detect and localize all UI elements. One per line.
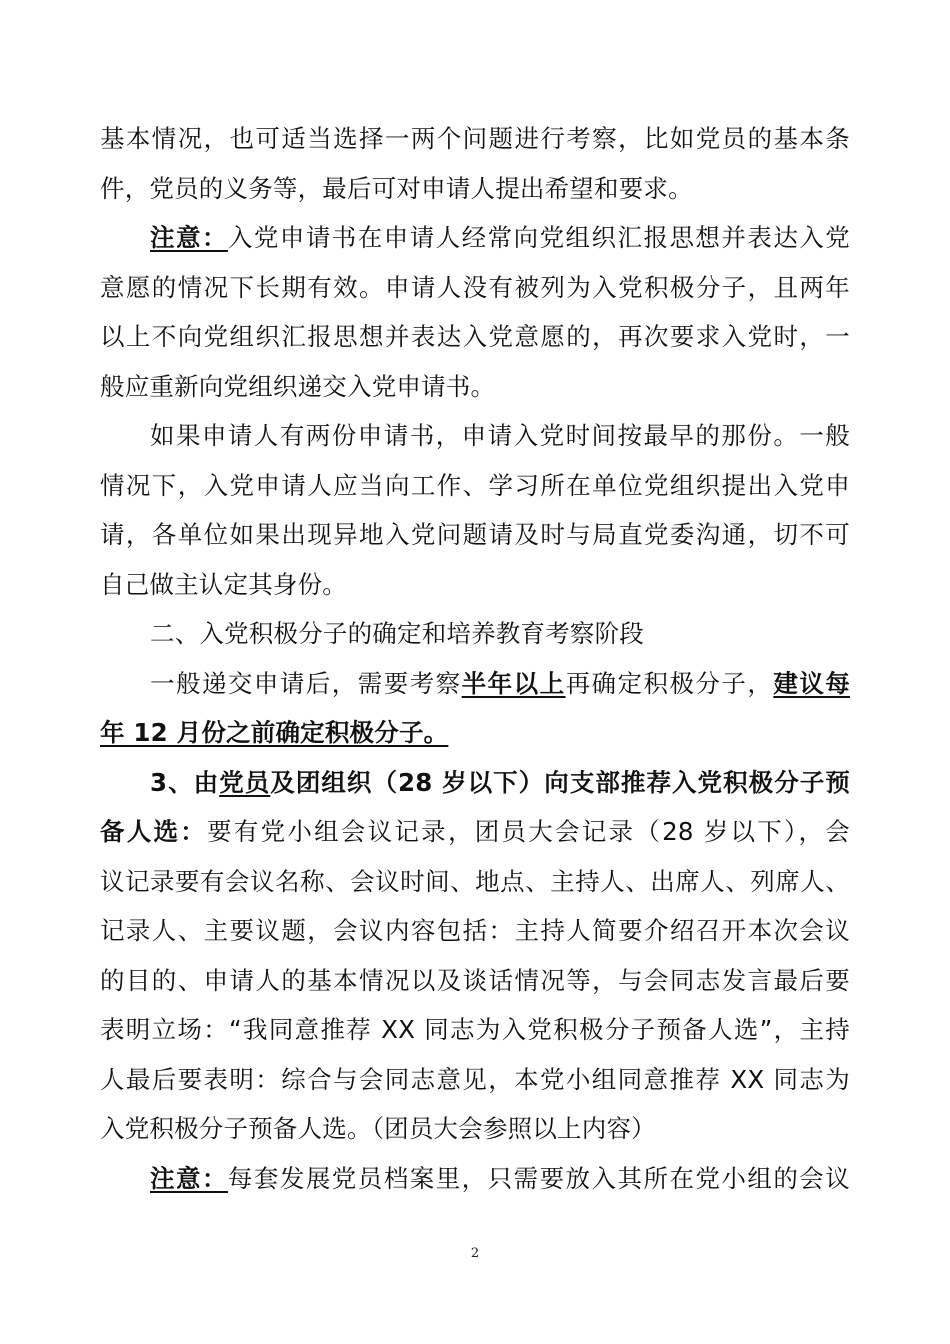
page-content [100,114,850,1203]
text-line: 自己做主认定其身份。 [100,569,347,599]
text-line: 人最后要表明：综合与会同志意见，本党小组同意推荐 XX 同志为 [100,1064,850,1094]
emphasis-text: 年 12 月份之前确定积极分子。 [100,718,449,747]
text-line: 意愿的情况下长期有效。申请人没有被列为入党积极分子，且两年 [100,272,850,302]
note-label: 注意： [150,223,228,252]
text-line: 以上不向党组织汇报思想并表达入党意愿的，再次要求入党时，一 [100,322,850,351]
page-number: 2 [470,1246,480,1261]
text-line: 件，党员的义务等，最后可对申请人提出希望和要求。 [100,173,693,203]
text-line: 如果申请人有两份申请书，申请入党时间按最早的那份。一般 [150,421,850,450]
text-line: 表明立场：“我同意推荐 XX 同志为入党积极分子预备人选”，主持 [100,1015,850,1044]
text-line: 备人选：要有党小组会议记录，团员大会记录（28 岁以下），会 [100,817,850,846]
item-heading-end: 备人选： [100,817,208,846]
item-heading: 3、由党员及团组织（28 岁以下）向支部推荐入党积极分子预 [150,767,850,797]
note-paragraph: 注意：每套发展党员档案里，只需要放入其所在党小组的会议 [150,1163,850,1193]
text-line: 的目的、申请人的基本情况以及谈话情况等，与会同志发言最后要 [100,965,850,995]
text-line: 一般递交申请后，需要考察半年以上再确定积极分子，建议每 [150,668,850,698]
section-heading: 二、入党积极分子的确定和培养教育考察阶段 [150,619,644,648]
note-label: 注意： [150,1163,228,1193]
note-paragraph: 注意：入党申请书在申请人经常向党组织汇报思想并表达入党 [150,223,850,252]
text-line: 入党积极分子预备人选。（团员大会参照以上内容） [100,1114,656,1143]
text-line: 基本情况，也可适当选择一两个问题进行考察，比如党员的基本条 [100,124,850,153]
text-line: 般应重新向党组织递交入党申请书。 [100,371,496,401]
text-line: 情况下，入党申请人应当向工作、学习所在单位党组织提出入党申 [100,470,850,500]
text-line: 请，各单位如果出现异地入党问题请及时与局直党委沟通，切不可 [100,520,850,549]
text-line: 记录人、主要议题，会议内容包括：主持人简要介绍召开本次会议 [100,916,850,945]
emphasis-text: 半年以上 [461,668,566,698]
text-line: 议记录要有会议名称、会议时间、地点、主持人、出席人、列席人、 [100,866,850,896]
emphasis-text: 建议每 [773,668,850,698]
text-line [100,708,850,758]
emphasis-text: 党员 [219,767,271,797]
